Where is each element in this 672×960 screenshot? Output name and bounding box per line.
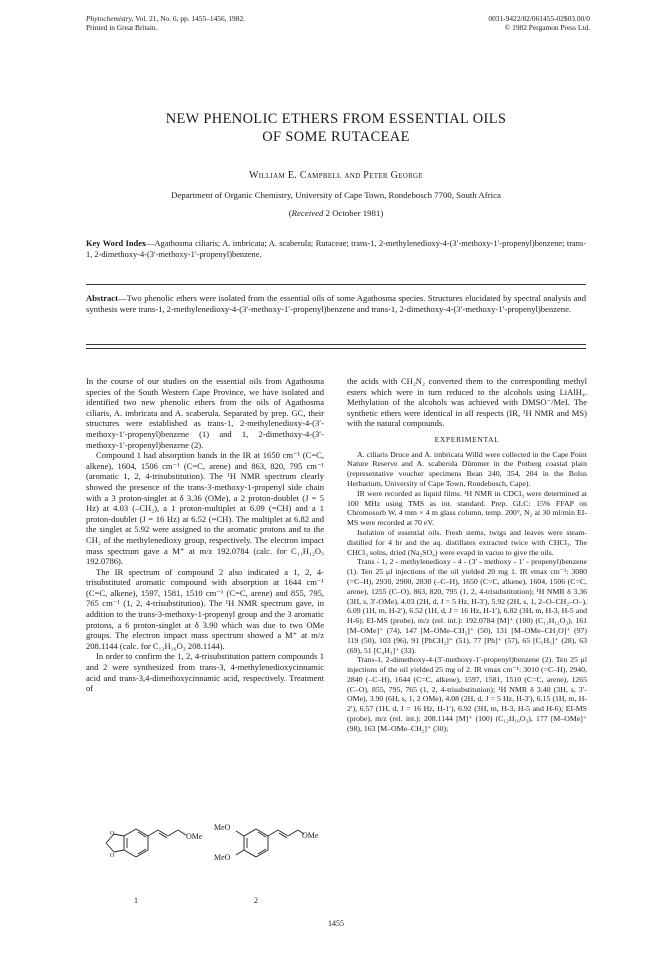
title-line-1: NEW PHENOLIC ETHERS FROM ESSENTIAL OILS [165,111,507,127]
abstract-bottom-rule-2 [86,348,586,349]
structure-drawings [86,800,324,912]
body-paragraph: The IR spectrum of compound 2 also indicated a 1, 2, 4-trisubstituted aromatic compound with absorption at 1644 cm⁻¹ (C=C, alkene), 1597, 1581, 1510 cm⁻¹ (C=C, arene) and 855, 795, 765 cm⁻¹ (1, 2, 4-trisubstitution). The ¹H NMR spectrum gave, in addition to the trans-3-methoxy-1-propenyl group and the 3 aromatic protons, a 6 proton-singlet at δ 3.90 which was due to two OMe groups. The electron impact mass spectrum showed a M⁺ at m/z 208.1144 (calc. for C₁₂H₁₆O₃ 208.1144). [86,566,324,651]
running-header-right [488,14,590,32]
experimental-paragraph: Trans-1, 2-dimethoxy-4-(3′-methoxy-1′-propenyl)benzene (2). Ten 25 μl injections of the oil yielded 25 mg of 2. IR νmax cm⁻¹: 3010 (=C–H), 2940, 2840 (–C–H), 1644 (C=C, alkene), 1597, 1581, 1510 (C=C, arene), 1265 (C–O), 855, 795, 765 (1, 2, 4-trisubstitution); ¹H NMR δ 3.40 (3H, s, 3′-OMe), 3.90 (6H, s, 1, 2 OMe), 4.08 (2H, d, J = 5 Hz, H-3′), 6.15 (1H, m, H-2′), 6.57 (1H, d, J = 16 Hz, H-1′), 6.92 (3H, m, H-3, H-5 and H-6); EI-MS (probe), m/z (rel. int.): 208.1144 [M]⁺ (100) (C₁₂H₁₆O₃), 177 [M–OMe]⁺ (98), 163 [M–OMe–CH₂]⁺ (30); [347,655,587,733]
experimental-paragraph: Isolation of essential oils. Fresh stems, twigs and leaves were steam-distilled for 4 hr and the aq. distillates extracted twice with CHCl₃. The CHCl₃ solns, dried (Na₂SO₄) were evapd in vacuo to give the oils. [347,527,587,557]
body-paragraph: In order to confirm the 1, 2, 4-trisubstitution pattern compounds 1 and 2 were synthesized from trans-3, 4-methylenedioxycinnamic acid and trans-3,4-dimethoxycinnamic acid, respectively. Treatment of [86,651,324,694]
experimental-section [347,450,587,734]
svg-text:O: O [110,853,115,859]
authors: William E. Campbell and Peter George [249,170,423,181]
affiliation: Department of Organic Chemistry, University of Cape Town, Rondebosch 7700, South Africa [171,190,501,200]
article-title [80,110,592,146]
body-paragraph: In the course of our studies on the essential oils from Agathosma species of the South Western Cape Province, we have isolated and identified two new phenolic ethers from the oils of Agathosma ciliaris, A. imbricata and A. scaberula. Separated by prep. GC, their structures were established as trans-1, 2-methylenedioxy-4-(3′-methoxy-1′-propenyl)benzene (1) and 1, 2-dimethoxy-4-(3′-methoxy-1′-propenyl)benzene (2). [86,376,324,450]
compound-1-ome-label: OMe [186,832,203,841]
compound-2-meo-top: MeO [214,823,231,832]
running-header-left [86,14,245,32]
experimental-heading: EXPERIMENTAL [434,434,500,444]
abstract [86,293,586,316]
page-number: 1455 [328,919,344,928]
compound-2-meo-bottom: MeO [214,853,231,862]
experimental-paragraph: IR were recorded as liquid films. ¹H NMR in CDCl₃ were determined at 100 MHz using TMS as int. standard. Prep. GLC: 15% FFAP on Chromosorb W, 4 mm × 4 m glass column, temp. 200°, N₂ at 30 ml/min EI-MS were recorded at 70 eV. [347,488,587,528]
body-paragraph: Compound 1 had absorption bands in the IR at 1650 cm⁻¹ (C=C, alkene), 1604, 1506 cm⁻¹ (C=C, arene) and 863, 820, 795 cm⁻¹ (aromatic 1, 2, 4-trisubstitution). The ¹H NMR spectrum clearly showed the presence of the trans-3-methoxy-1-propenyl side chain with a 3 proton-singlet at δ 3.36 (OMe), a 2 proton-doublet (J = 5 Hz) at 4.03 (–CH₂), a 1 proton-multiplet at 6.09 (=CH) and a 1 proton-doublet (J = 16 Hz) at 6.52 (=CH). The multiplet at 6.82 and the singlet at 5.92 were assigned to the aromatic protons and to the CH₂ of the methylenedioxy group, respectively. The electron impact mass spectrum gave a M⁺ at m/z 192.0784 (calc. for C₁₁H₁₂O₃ 192.0786). [86,450,324,567]
abstract-text: —Two phenolic ethers were isolated from the essential oils of some Agathosma species. Structures elucidated by spectral analysis and synthesis were trans-1, 2-methylenedioxy-4-(3′-methoxy-1′-propenyl)benzene and trans-1, 2-dimethoxy-4-(3′-methoxy-1′-propenyl)benzene. [86,293,586,315]
key-word-index [86,238,586,260]
journal-name: Phytochemistry, [86,14,134,23]
received-date: (Received 2 October 1981) [288,208,384,218]
compound-2-ome-label: OMe [302,831,319,840]
left-column [86,376,324,694]
right-column [347,376,587,734]
abstract-top-rule [86,284,586,285]
key-word-text: —Agathosma ciliaris; A. imbricata; A. scaberula; Rutaceae; trans-1, 2-methylenedioxy-4-(3′-methoxy-1′-propenyl)benzene; trans-1, 2-dimethoxy-4-(3′-methoxy-1′-propenyl)benzene. [86,239,586,259]
abstract-label: Abstract [86,293,118,303]
printed-note: Printed in Great Britain. [86,23,158,32]
compound-2-number: 2 [254,896,258,905]
volume-info: Vol. 21, No. 6, pp. 1455–1456, 1982. [135,14,245,23]
title-line-2: OF SOME RUTACEAE [262,129,410,145]
experimental-paragraph: A. ciliaris Druce and A. imbricata Willd were collected in the Cape Point Nature Reserve and A. scaberula Dümmer in the Potberg coastal plain (representative voucher specimens Bean 240, 354, 204 in the Bolus Herbarium, University of Cape Town, Rondebosch, Cape). [347,449,587,488]
benzene-ring-1 [124,829,148,857]
compound-1-number: 1 [134,896,138,905]
abstract-bottom-rule [86,344,586,345]
copyright-line: © 1982 Pergamon Press Ltd. [504,23,590,32]
key-word-label: Key Word Index [86,239,147,248]
benzene-ring-2 [244,829,268,857]
article-code: 0031-9422/82/061455-02$03.00/0 [488,14,590,23]
chemical-structures [86,800,324,912]
experimental-paragraph: Trans - 1, 2 - methylenedioxy - 4 - (3′ - methoxy - 1′ - propenyl)benzene (1). Ten 25 μl injections of the oil yielded 20 mg 1. IR νmax cm⁻¹: 3080 (=C–H), 2930, 2900, 2830 (–C–H), 1650 (C=C, alkene), 1604, 1506 (C=C, arene), 1255 (C–O), 863, 820, 795 (1, 2, 4-trisubstitution); ¹H NMR δ 3.36 (3H, s, 3′-OMe), 4.03 (2H, d, J = 5 Hz, H-3′), 5.92 (2H, s, 1, 2–O–CH₂–O–), 6.09 (1H, m, H-2′), 6.52 (1H, d, J = 16 Hz, H-1′), 6.82 (3H, m, H-3, H-5 and H-6); EI-MS (probe), m/z (rel. int.): 192.0784 [M]⁺ (100) (C₁₁H₁₂O₃), 161 [M–OMe]⁺ (74), 147 [M–OMe–CH₂]⁺ (50), 131 [M–OMe–CH₂O]⁺ (97) 119 (50), 103 (96), 91 [PhCH₂]⁺ (51), 77 [Ph]⁺ (57), 65 [C₅H₅]⁺ (28), 63 (69), 51 [C₄H₃]⁺ (33). [347,557,587,655]
svg-text:O: O [110,831,115,837]
body-paragraph: the acids with CH₂N₂ converted them to the corresponding methyl esters which were in turn reduced to the alcohols using LiAlH₄. Methylation of the alcohols was achieved with DMSO⁻/MeI. The synthetic ethers were identical in all respects (IR, ¹H NMR and MS) with the natural compounds. [347,376,587,429]
